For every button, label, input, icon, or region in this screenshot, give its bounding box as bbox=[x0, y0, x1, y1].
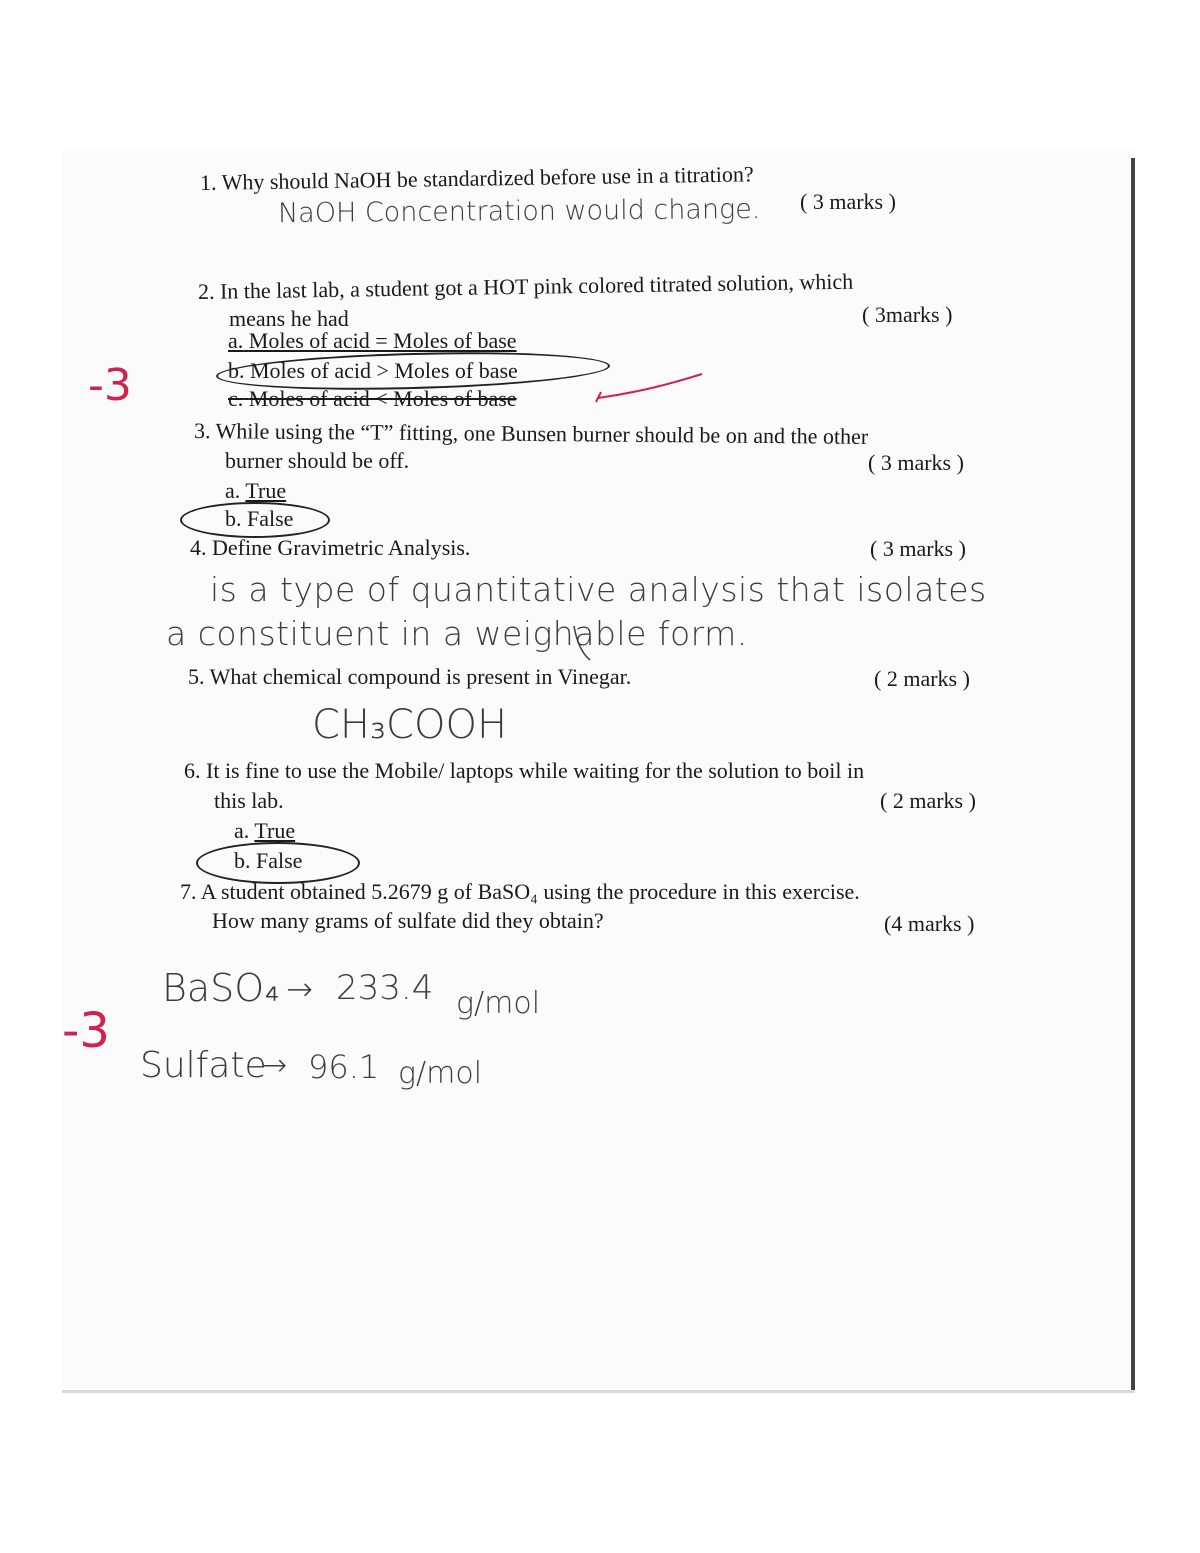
q6-text-1: It is fine to use the Mobile/ laptops while waiting for the solution to boil in bbox=[206, 758, 865, 783]
q6-option-b-text: False bbox=[256, 848, 303, 873]
q2-option-a-text: Moles of acid = Moles of base bbox=[248, 328, 517, 353]
q5-marks: ( 2 marks ) bbox=[874, 666, 970, 691]
q6-option-a-text: True bbox=[254, 818, 296, 843]
q3-option-a-label: a. bbox=[225, 478, 241, 503]
q7-work-arrow-2: → bbox=[262, 1048, 288, 1083]
q4-answer-line-2: a constituent in a weighable form. bbox=[166, 614, 748, 653]
q1-number: 1. bbox=[199, 169, 217, 195]
q1-answer: NaOH Concentration would change. bbox=[277, 193, 761, 230]
q4-text: Define Gravimetric Analysis. bbox=[212, 535, 471, 560]
q7-work-molar-mass-sulfate: 96.1 bbox=[308, 1048, 380, 1086]
q7-work-arrow-1: → bbox=[286, 970, 313, 1008]
red-tick-stroke bbox=[598, 374, 702, 398]
q7-number: 7. bbox=[180, 879, 197, 904]
q2-option-c-text: Moles of acid < Moles of base bbox=[248, 386, 517, 411]
q2-number: 2. bbox=[197, 278, 215, 304]
q7-work-sulfate: Sulfate bbox=[140, 1045, 267, 1086]
q4-answer-line-1: is a type of quantitative analysis that isolates bbox=[210, 570, 987, 609]
q3-option-b-text: False bbox=[247, 506, 294, 531]
q2-option-b-label: b. bbox=[228, 358, 245, 383]
q3-text-1: While using the “T” fitting, one Bunsen burner should be on and the other bbox=[215, 418, 869, 449]
q6-number: 6. bbox=[184, 758, 201, 783]
q2-grade-deduction: -3 bbox=[88, 360, 132, 411]
q5-answer: CH₃COOH bbox=[312, 702, 508, 748]
q7-marks: (4 marks ) bbox=[884, 911, 975, 936]
q3-text-2: burner should be off. bbox=[225, 448, 410, 473]
q3-option-a-text: True bbox=[245, 478, 287, 503]
q7-grade-deduction: -3 bbox=[62, 1003, 110, 1059]
q7-work-unit-1: g/mol bbox=[456, 986, 541, 1021]
q1-text: Why should NaOH be standardized before use in a titration? bbox=[221, 161, 754, 195]
q2-option-b-text: Moles of acid > Moles of base bbox=[250, 358, 518, 383]
q3-option-b-label: b. bbox=[225, 506, 242, 531]
pencil-stray-stroke bbox=[574, 626, 590, 660]
q7-work-baso4: BaSO₄ bbox=[162, 966, 280, 1010]
q6-marks: ( 2 marks ) bbox=[880, 788, 976, 813]
q2-option-a-label: a. bbox=[228, 328, 244, 353]
q6-option-a-label: a. bbox=[234, 818, 250, 843]
q5-text: What chemical compound is present in Vinegar. bbox=[209, 664, 632, 689]
q4-marks: ( 3 marks ) bbox=[870, 536, 966, 561]
q7-work-unit-2: g/mol bbox=[398, 1056, 483, 1091]
q7-text-2: How many grams of sulfate did they obtain? bbox=[212, 908, 604, 933]
q7-work-molar-mass-baso4: 233.4 bbox=[336, 968, 434, 1008]
q3-marks: ( 3 marks ) bbox=[868, 450, 964, 475]
q6-text-2: this lab. bbox=[214, 788, 284, 813]
q2-text-1: In the last lab, a student got a HOT pink colored titrated solution, which bbox=[219, 268, 854, 304]
q7-text-1: A student obtained 5.2679 g of BaSO₄ using the procedure in this exercise. bbox=[200, 879, 860, 904]
q4-number: 4. bbox=[190, 535, 207, 560]
q2-text-2: means he had bbox=[229, 306, 349, 331]
q1-marks: ( 3 marks ) bbox=[800, 189, 896, 214]
q2-marks: ( 3marks ) bbox=[862, 302, 953, 327]
q2-option-c-label: c. bbox=[228, 386, 244, 411]
q6-option-b-label: b. bbox=[234, 848, 251, 873]
q3-number: 3. bbox=[193, 418, 211, 444]
q5-number: 5. bbox=[188, 664, 205, 689]
